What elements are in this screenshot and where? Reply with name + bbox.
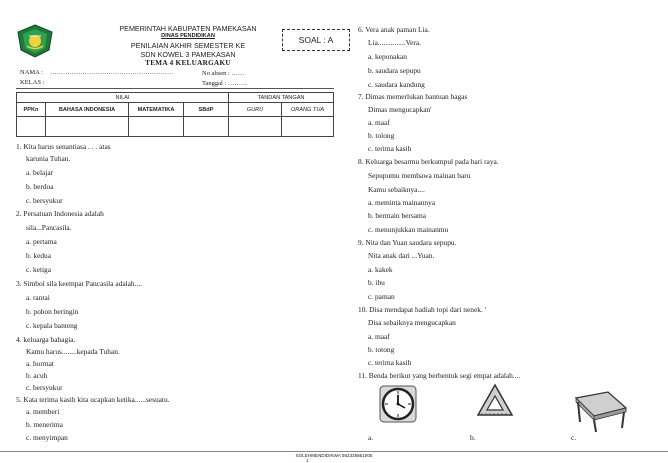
class-label: KELAS :	[20, 79, 45, 86]
option-2a[interactable]: a. pertama	[26, 237, 57, 246]
q11-option-a[interactable]: a.	[368, 433, 374, 442]
option-3b[interactable]: b. pohon beringin	[26, 307, 79, 316]
option-5c[interactable]: c. menyimpan	[26, 433, 68, 442]
option-4b[interactable]: b. acuh	[26, 371, 48, 380]
name-label: NAMA :	[20, 69, 43, 76]
option-8a[interactable]: a. meminta mainannya	[368, 198, 436, 207]
header-government: PEMERINTAH KABUPATEN PAMEKASAN	[119, 24, 257, 33]
question-4: 4. keluarga bahagia.	[16, 335, 76, 344]
option-6c[interactable]: c. saudara kandung	[368, 80, 425, 89]
grade-col-bindo: BAHASA INDONESIA	[46, 103, 129, 117]
question-2: 2. Persatuan Indonesia adalah	[16, 209, 104, 218]
grade-col-sbdp: SBdP	[184, 103, 229, 117]
question-5: 5. Kata terima kasih kita ucapkan ketika......sesuatu.	[16, 395, 170, 404]
option-9a[interactable]: a. kakek	[368, 265, 393, 274]
question-9-cont: Nita anak dari ...Yuan.	[368, 251, 435, 260]
date-field[interactable]: Tanggal : ………	[202, 80, 248, 87]
question-4-cont: Kamu harus........kepada Tuhan.	[26, 347, 120, 356]
option-9c[interactable]: c. paman	[368, 292, 395, 301]
question-11: 11. Benda berikut yang berbentuk segi empat adalah....	[358, 371, 521, 380]
option-6a[interactable]: a. keponakan	[368, 52, 407, 61]
option-5a[interactable]: a. memberi	[26, 407, 60, 416]
footer-text: SOLEHMENDIDIKWA 082335851005	[295, 453, 373, 458]
question-9: 9. Nita dan Yuan saudara sepupu.	[358, 238, 457, 247]
absen-field[interactable]: No absen : ……	[202, 70, 245, 77]
question-3: 3. Simbol sila keempat Pancasila adalah....	[16, 279, 143, 288]
grade-cell[interactable]	[184, 117, 229, 137]
option-1c[interactable]: c. bersyukur	[26, 196, 63, 205]
option-6b[interactable]: b. saudara sepupu	[368, 66, 421, 75]
header-assessment: PENILAIAN AKHIR SEMESTER KE	[130, 41, 246, 50]
page-number: 1	[306, 458, 309, 463]
soal-label: SOAL : A	[282, 29, 350, 51]
grade-cell[interactable]	[46, 117, 129, 137]
grade-cell[interactable]	[17, 117, 46, 137]
option-10a[interactable]: a. maaf	[368, 332, 390, 341]
question-7: 7. Dimas memerlukan bantuan bagas	[358, 92, 468, 101]
q11-option-b[interactable]: b.	[470, 433, 476, 442]
grade-table	[16, 92, 334, 137]
option-2b[interactable]: b. kedua	[26, 251, 52, 260]
option-7c[interactable]: c. terima kasih	[368, 144, 412, 153]
table-icon[interactable]	[570, 388, 632, 434]
grade-cell[interactable]	[229, 117, 282, 137]
grade-col-guru: GURU	[229, 103, 282, 117]
question-8-cont: Sepupumu membawa mainan baru	[368, 171, 471, 180]
header-department: DINAS PENDIDIKAN	[161, 33, 215, 39]
option-4c[interactable]: c. bersyukur	[26, 383, 63, 392]
grade-col-ppkn: PPKn	[17, 103, 46, 117]
divider	[16, 88, 334, 89]
option-8c[interactable]: c. menunjukkan mainanmu	[368, 225, 449, 234]
option-3a[interactable]: a. rantai	[26, 293, 50, 302]
header-theme: TEMA 4 KELUARGAKU	[145, 59, 231, 67]
q11-option-c[interactable]: c.	[571, 433, 577, 442]
grade-nilai-header: NILAI	[17, 93, 229, 103]
header-school: SDN KOWEL 3 PAMEKASAN	[140, 50, 236, 59]
option-10c[interactable]: c. terima kasih	[368, 358, 412, 367]
option-5b[interactable]: b. menerima	[26, 420, 63, 429]
question-7-cont: Dimas mengucapkan'	[368, 105, 432, 114]
question-10-cont: Disa sebaiknya mengucapkan	[368, 318, 456, 327]
grade-cell[interactable]	[129, 117, 184, 137]
question-1-cont: karunia Tuhan.	[26, 154, 71, 163]
question-8: 8. Keluarga besarmu berkumpul pada hari raya.	[358, 157, 499, 166]
name-field[interactable]: …………………………………………………	[50, 69, 174, 76]
option-7a[interactable]: a. maaf	[368, 118, 390, 127]
option-8b[interactable]: b. bermain bersama	[368, 211, 427, 220]
option-7b[interactable]: b. tolong	[368, 131, 395, 140]
grade-col-ortu: ORANG TUA	[282, 103, 334, 117]
option-4a[interactable]: a. hormat	[26, 359, 54, 368]
option-2c[interactable]: c. ketiga	[26, 265, 52, 274]
question-1: 1. Kita harus senantiasa . . . atas	[16, 142, 111, 151]
option-3c[interactable]: c. kepala banteng	[26, 321, 78, 330]
option-1b[interactable]: b. berdoa	[26, 182, 54, 191]
option-1a[interactable]: a. belajar	[26, 168, 54, 177]
option-9b[interactable]: b. ibu	[368, 278, 385, 287]
set-square-icon[interactable]	[474, 382, 516, 418]
question-2-cont: sila...Pancasila.	[26, 223, 72, 232]
question-6: 6. Vera anak paman Lia.	[358, 25, 430, 34]
footer-divider	[0, 451, 668, 452]
question-8-cont2: Kamu sebaiknya....	[368, 185, 425, 194]
question-6-cont: Lia...............Vera.	[368, 38, 421, 47]
clock-icon[interactable]	[378, 384, 418, 424]
option-10b[interactable]: b. totong	[368, 345, 395, 354]
grade-cell[interactable]	[282, 117, 334, 137]
grade-signature-header: TANDAN TANGAN	[229, 93, 334, 103]
regency-emblem	[16, 24, 54, 58]
question-10: 10. Disa mendapat hadiah topi dari nenek. '	[358, 305, 486, 314]
grade-col-mtk: MATEMATIKA	[129, 103, 184, 117]
